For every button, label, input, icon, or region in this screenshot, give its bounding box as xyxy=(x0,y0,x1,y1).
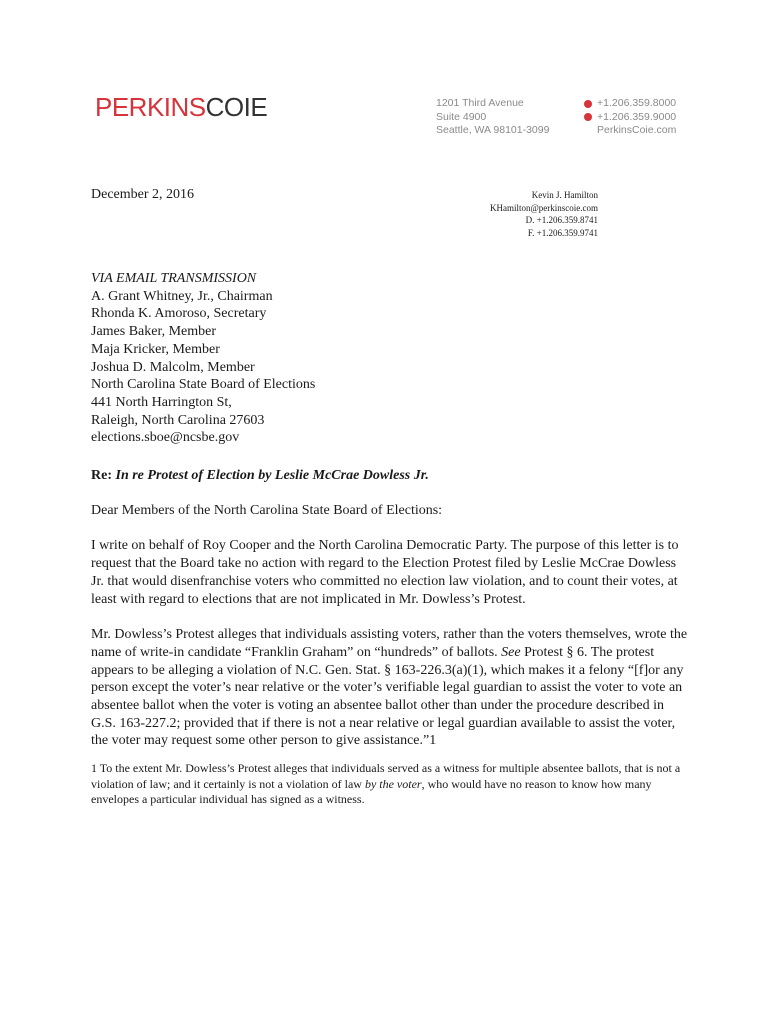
subject-line xyxy=(91,467,691,485)
recipient-line: A. Grant Whitney, Jr., Chairman xyxy=(91,288,273,304)
footnote-number: 1 xyxy=(91,761,97,776)
address-line: Seattle, WA 98101-3099 xyxy=(436,124,550,136)
firm-website: PerkinsCoie.com xyxy=(597,124,677,136)
firm-address xyxy=(436,97,549,138)
perkins-coie-logo: PERKINSCOIE xyxy=(95,92,268,122)
address-line: Suite 4900 xyxy=(436,110,487,123)
sender-name: Kevin J. Hamilton xyxy=(531,190,598,200)
firm-fax: +1.206.359.9000 xyxy=(597,110,677,123)
firm-phone: +1.206.359.8000 xyxy=(597,97,677,109)
paragraph-2: Mr. Dowless’s Protest alleges that individuals assisting voters, rather than the voters themselves, wrote the name of write-in candidate “Franklin Graham” on “hundreds” of ballots. See Protest § 6. The protest appears to be alleging a violation of N.C. Gen. Stat. § 163-226.3(a)(1), which makes it a felony “[f]or any person except the voter’s near relative or the voter’s verifiable legal guardian to assist the voter to vote an absentee ballot when the voter is voting an absentee ballot other than under the procedure described in G.S. 163-227.2; provided that if there is not a near relative or legal guardian available to assist the voter, the voter may request some other person to give assistance.”1 xyxy=(91,627,688,749)
footnote: 1 To the extent Mr. Dowless’s Protest alleges that individuals served as a witness for multiple absentee ballots, that is not a violation of law; and it certainly is not a violation of law by the voter, who would have no reason to know how many envelopes a particular individual has signed as a witness. xyxy=(91,761,681,807)
address-line: 1201 Third Avenue xyxy=(436,97,524,109)
recipient-line: Joshua D. Malcolm, Member xyxy=(91,359,255,375)
recipient-line: 441 North Harrington St, xyxy=(91,394,232,410)
firm-contact xyxy=(584,97,676,138)
delivery-method: VIA EMAIL TRANSMISSION xyxy=(91,271,257,286)
letter-date: December 2, 2016 xyxy=(91,187,195,202)
sender-email: KHamilton@perkinscoie.com xyxy=(489,202,598,213)
letter-body xyxy=(91,270,691,808)
fax-icon xyxy=(584,113,592,121)
recipient-line: Rhonda K. Amoroso, Secretary xyxy=(91,306,267,322)
paragraph-1: I write on behalf of Roy Cooper and the North Carolina Democratic Party. The purpose of this letter is to request that the Board take no action with regard to the Election Protest filed by Leslie McCrae Dowless Jr. that would disenfranchise voters who committed no election law violation, and to count their votes, at least with regard to elections that are not implicated in Mr. Dowless’s Protest. xyxy=(91,538,679,607)
sender-block xyxy=(490,189,598,239)
recipient-line: Maja Kricker, Member xyxy=(91,341,220,357)
recipient-email: elections.sboe@ncsbe.gov xyxy=(91,430,240,446)
sender-direct: D. +1.206.359.8741 xyxy=(525,215,598,225)
recipient-line: Raleigh, North Carolina 27603 xyxy=(91,412,265,428)
recipient-line: James Baker, Member xyxy=(91,324,217,340)
re-label: Re: xyxy=(91,468,112,484)
salutation: Dear Members of the North Carolina State Board of Elections: xyxy=(91,502,443,518)
footnote-reference: 1 xyxy=(429,733,437,749)
re-text: In re Protest of Election by Leslie McCrae Dowless Jr. xyxy=(115,468,429,484)
recipient-line: North Carolina State Board of Elections xyxy=(91,377,316,393)
sender-fax: F. +1.206.359.9741 xyxy=(527,227,598,238)
phone-icon xyxy=(584,100,592,108)
